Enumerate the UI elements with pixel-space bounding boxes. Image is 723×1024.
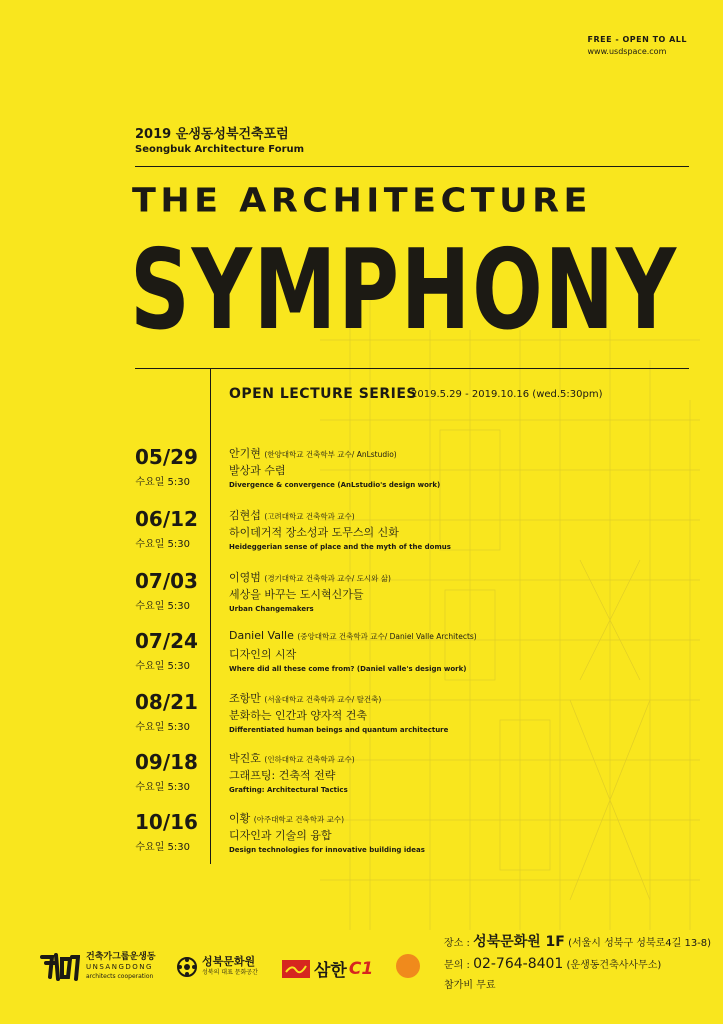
unsangdong-korean: 건축가그룹운생동: [86, 952, 156, 962]
speaker-name: 김현섭: [229, 509, 261, 522]
lecture-speaker: [229, 690, 381, 706]
lecture-date: 09/18: [135, 750, 198, 774]
venue-fee: 참가비 무료: [444, 980, 496, 991]
lecture-title-english: Heideggerian sense of place and the myth of the domus: [229, 543, 451, 551]
speaker-name: 이황: [229, 812, 251, 825]
lecture-title: 디자인과 기술의 융합: [229, 829, 332, 842]
forum-title-korean: 2019 운생동성북건축포럼: [135, 127, 289, 142]
website-url[interactable]: www.usdspace.com: [587, 47, 667, 56]
lecture-title: 하이데거적 장소성과 도무스의 신화: [229, 526, 399, 539]
unsangdong-logo: [40, 952, 156, 982]
lecture-date: 07/03: [135, 569, 198, 593]
lecture-speaker: [229, 569, 391, 585]
flower-emblem-icon: [176, 956, 198, 978]
speaker-affiliation: (고려대학교 건축학과 교수): [264, 512, 355, 521]
lecture-title-english: Divergence & convergence (AnLstudio's design work): [229, 481, 441, 489]
seongbuk-culture-name: 성북문화원: [202, 955, 256, 968]
series-divider: [135, 368, 689, 369]
speaker-name: Daniel Valle: [229, 629, 294, 642]
lecture-speaker: [229, 507, 355, 523]
samhan-name: 삼한: [314, 961, 347, 981]
seongbuk-culture-sub: 성북의 대표 문화공간: [202, 969, 258, 976]
seongbuk-culture-logo: [176, 956, 258, 978]
contact-label: 문의 :: [444, 960, 470, 971]
lecture-speaker: [229, 629, 477, 642]
main-title-line1: THE ARCHITECTURE: [132, 182, 592, 220]
speaker-name: 박진호: [229, 752, 261, 765]
speaker-affiliation: (중앙대학교 건축학과 교수/ Daniel Valle Architects): [297, 632, 477, 641]
samhan-logo-mark: [282, 960, 310, 978]
place-label: 장소 :: [444, 938, 470, 949]
lecture-title-english: Urban Changemakers: [229, 605, 314, 613]
unsangdong-english: UNSANGDONG: [86, 963, 153, 971]
samhan-c1: C1: [348, 958, 374, 979]
lecture-day: 수요일 5:30: [135, 842, 190, 853]
samhan-c1-logo: [282, 956, 373, 981]
speaker-affiliation: (아주대학교 건축학과 교수): [253, 815, 345, 824]
lecture-date: 08/21: [135, 690, 198, 714]
speaker-affiliation: (한양대학교 건축학부 교수/ AnLstudio): [264, 450, 397, 459]
lecture-day: 수요일 5:30: [135, 539, 190, 550]
speaker-name: 안기현: [229, 447, 261, 460]
speaker-name: 조항만: [229, 692, 261, 705]
unsangdong-logo-mark: [40, 953, 80, 981]
lecture-speaker: [229, 810, 344, 826]
lecture-day: 수요일 5:30: [135, 477, 190, 488]
lecture-day: 수요일 5:30: [135, 661, 190, 672]
vertical-divider: [210, 368, 211, 864]
lecture-series-label: OPEN LECTURE SERIES: [229, 386, 417, 402]
lecture-date: 06/12: [135, 507, 198, 531]
lecture-day: 수요일 5:30: [135, 782, 190, 793]
venue-info: [444, 932, 711, 996]
lecture-day: 수요일 5:30: [135, 722, 190, 733]
speaker-affiliation: (서울대학교 건축학과 교수/ 탈건축): [264, 695, 382, 704]
lecture-title-english: Where did all these come from? (Daniel valle's design work): [229, 665, 467, 673]
venue-place-row: [444, 932, 711, 954]
lecture-date: 10/16: [135, 810, 198, 834]
lecture-title-english: Design technologies for innovative building ideas: [229, 846, 425, 854]
speaker-name: 이영범: [229, 571, 261, 584]
speaker-affiliation: (경기대학교 건축학과 교수/ 도시와 삶): [264, 574, 391, 583]
top-divider: [135, 166, 689, 167]
venue-contact-row: [444, 954, 711, 976]
contact-org: (운생동건축사사무소): [566, 960, 662, 971]
forum-title-english: Seongbuk Architecture Forum: [135, 144, 305, 155]
lecture-day: 수요일 5:30: [135, 601, 190, 612]
venue-place: 성북문화원 1F: [473, 934, 565, 950]
venue-address: (서울시 성북구 성북로4길 13-8): [568, 938, 712, 949]
lecture-series-period: 2019.5.29 - 2019.10.16 (wed.5:30pm): [411, 389, 603, 400]
lecture-title-english: Grafting: Architectural Tactics: [229, 786, 348, 794]
lecture-title: 발상과 수렴: [229, 464, 286, 477]
lecture-title: 분화하는 인간과 양자적 건축: [229, 709, 368, 722]
lecture-date: 07/24: [135, 629, 198, 653]
lecture-title: 세상을 바꾸는 도시혁신가들: [229, 588, 364, 601]
lecture-speaker: [229, 750, 355, 766]
lecture-title-english: Differentiated human beings and quantum architecture: [229, 726, 449, 734]
unsangdong-sub: architects cooperation: [86, 973, 154, 980]
lecture-date: 05/29: [135, 445, 198, 469]
lecture-title: 디자인의 시작: [229, 648, 297, 661]
lecture-title: 그래프팅: 건축적 전략: [229, 769, 336, 782]
free-label: FREE - OPEN TO ALL: [587, 35, 687, 44]
main-title-line2: SYMPHONY: [130, 225, 678, 355]
contact-phone: 02-764-8401: [473, 956, 564, 972]
speaker-affiliation: (인하대학교 건축학과 교수): [264, 755, 355, 764]
free-notice: [588, 34, 687, 58]
seongbuk-round-logo: [396, 954, 420, 978]
lecture-speaker: [229, 445, 397, 461]
